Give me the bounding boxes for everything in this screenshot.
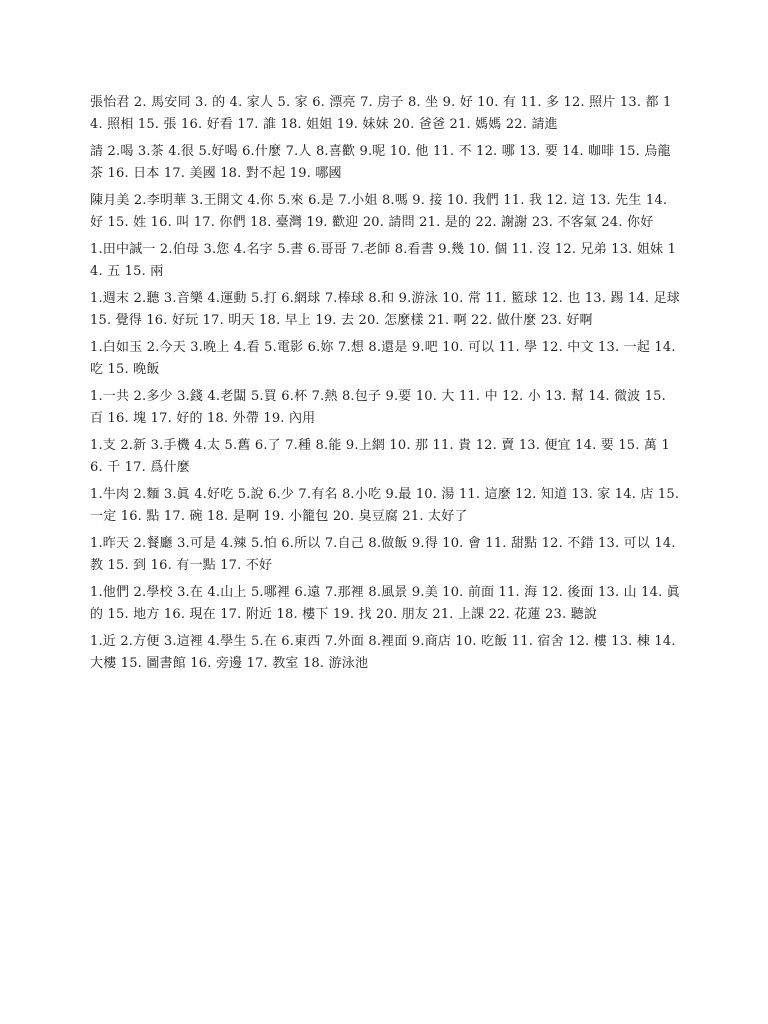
vocab-paragraph-12: 1.近 2.方便 3.這裡 4.學生 5.在 6.東西 7.外面 8.裡面 9.商店 10. 吃飯 11. 宿舍 12. 樓 13. 棟 14. 大樓 15. 圖書館 16. 旁邊 17. 教室 18. 游泳池 (90, 634, 676, 671)
vocab-paragraph-7: 1.一共 2.多少 3.錢 4.老闆 5.買 6.杯 7.熱 8.包子 9.要 10. 大 11. 中 12. 小 13. 幫 14. 微波 15. 百 16. 塊 17. 好的 18. 外帶 19. 內用 (90, 389, 666, 426)
vocab-paragraph-10: 1.昨天 2.餐廳 3.可是 4.辣 5.怕 6.所以 7.自己 8.做飯 9.得 10. 會 11. 甜點 12. 不錯 13. 可以 14. 教 15. 到 16. 有一點 17. 不好 (90, 536, 676, 573)
vocab-paragraph-2: 請 2.喝 3.茶 4.很 5.好喝 6.什麼 7.人 8.喜歡 9.呢 10. 他 11. 不 12. 哪 13. 要 14. 咖啡 15. 烏龍茶 16. 日本 17. 美國 18. 對不起 19. 哪國 (90, 144, 671, 181)
vocab-paragraph-11: 1.他們 2.學校 3.在 4.山上 5.哪裡 6.遠 7.那裡 8.風景 9.美 10. 前面 11. 海 12. 後面 13. 山 14. 眞的 15. 地方 16. 現在 17. 附近 18. 樓下 19. 找 20. 朋友 21. 上課 22. 花蓮 23. 聽說 (90, 585, 680, 622)
vocabulary-list (90, 92, 680, 680)
vocab-paragraph-3: 陳月美 2.李明華 3.王開文 4.你 5.來 6.是 7.小姐 8.嗎 9. 接 10. 我們 11. 我 12. 這 13. 先生 14. 好 15. 姓 16. 叫 17. 你們 18. 臺灣 19. 歡迎 20. 請問 21. 是的 22. 謝謝 23. 不客氣 24. 你好 (90, 193, 668, 230)
vocab-paragraph-6: 1.白如玉 2.今天 3.晚上 4.看 5.電影 6.妳 7.想 8.還是 9.吧 10. 可以 11. 學 12. 中文 13. 一起 14. 吃 15. 晚飯 (90, 340, 676, 377)
vocab-paragraph-9: 1.牛肉 2.麵 3.眞 4.好吃 5.說 6.少 7.有名 8.小吃 9.最 10. 湯 11. 這麼 12. 知道 13. 家 14. 店 15. 一定 16. 點 17. 碗 18. 是啊 19. 小籠包 20. 臭豆腐 21. 太好了 (90, 487, 680, 524)
vocab-paragraph-5: 1.週末 2.聽 3.音樂 4.運動 5.打 6.網球 7.棒球 8.和 9.游泳 10. 常 11. 籃球 12. 也 13. 踢 14. 足球 15. 覺得 16. 好玩 17. 明天 18. 早上 19. 去 20. 怎麼樣 21. 啊 22. 做什麼 23. 好啊 (90, 291, 680, 328)
vocab-paragraph-1: 張怡君 2. 馬安同 3. 的 4. 家人 5. 家 6. 漂亮 7. 房子 8. 坐 9. 好 10. 有 11. 多 12. 照片 13. 都 14. 照相 15. 張 16. 好看 17. 誰 18. 姐姐 19. 妹妹 20. 爸爸 21. 媽媽 22. 請進 (90, 95, 672, 132)
vocab-paragraph-8: 1.支 2.新 3.手機 4.太 5.舊 6.了 7.種 8.能 9.上網 10. 那 11. 貴 12. 賣 13. 便宜 14. 要 15. 萬 16. 千 17. 爲什麼 (90, 438, 670, 475)
vocab-paragraph-4: 1.田中誠一 2.伯母 3.您 4.名字 5.書 6.哥哥 7.老師 8.看書 9.幾 10. 個 11. 沒 12. 兄弟 13. 姐妹 14. 五 15. 兩 (90, 242, 677, 279)
